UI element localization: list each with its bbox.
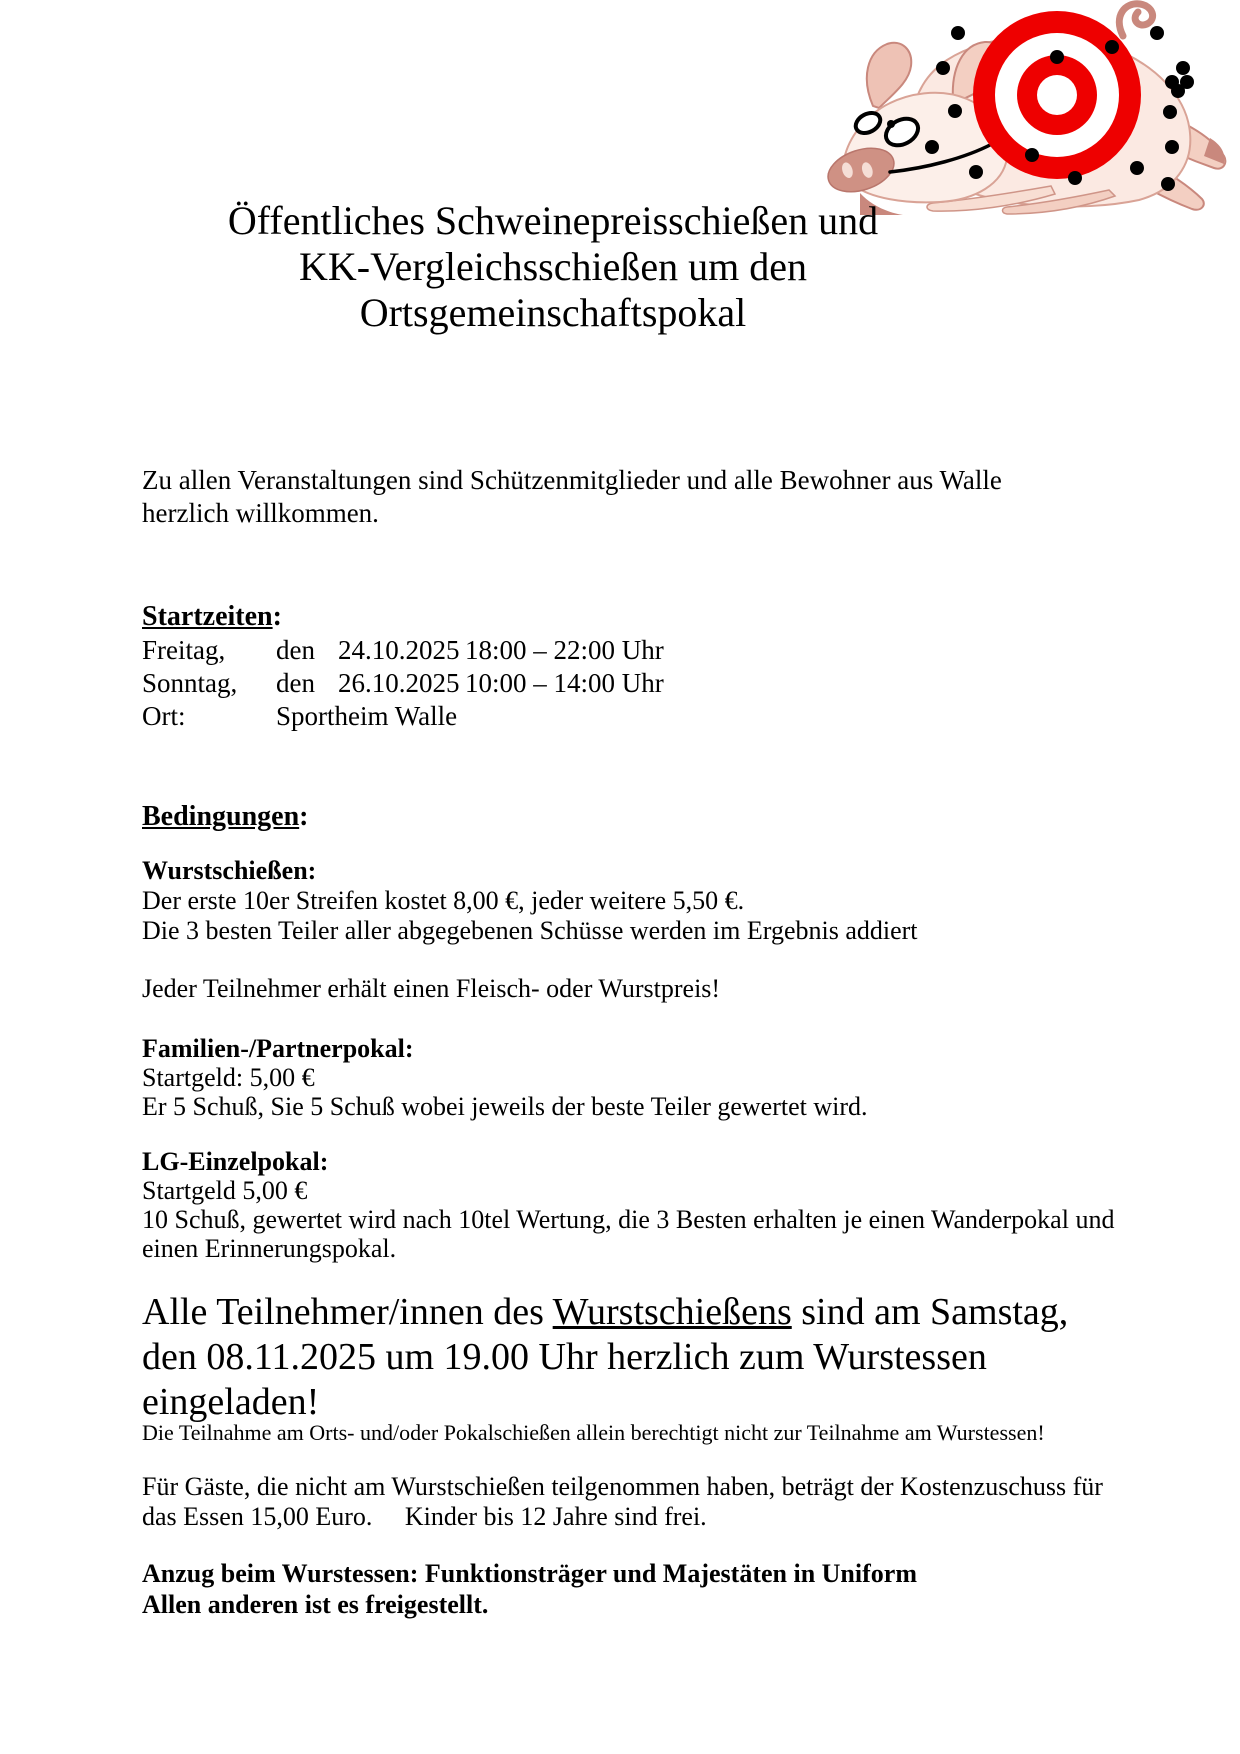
document-content: [142, 0, 1115, 1620]
anzug-section: [142, 1558, 1112, 1620]
title-line-2: KK-Vergleichsschießen um den: [298, 244, 807, 289]
bedingungen-heading-label: Bedingungen: [142, 801, 300, 832]
anzug-line-2: Allen anderen ist es freigestellt.: [142, 1590, 489, 1619]
familienpokal-line-2: Er 5 Schuß, Sie 5 Schuß wobei jeweils der beste Teiler gewertet wird.: [142, 1092, 868, 1121]
lg-einzelpokal-line-1: Startgeld 5,00 €: [142, 1176, 308, 1205]
wurstschiessen-section: [142, 856, 1112, 946]
pig-tail: [1119, 4, 1152, 36]
title-line-1: Öffentliches Schweinepreisschießen und: [227, 198, 879, 243]
intro-paragraph: [142, 464, 1112, 530]
gaeste-line-2: das Essen 15,00 Euro. Kinder bis 12 Jahre sind frei.: [142, 1502, 707, 1531]
schedule-date: 24.10.2025: [338, 635, 460, 665]
ort-value: Sportheim Walle: [276, 701, 458, 731]
invitation-note: Die Teilnahme am Orts- und/oder Pokalschießen allein berechtigt nicht zur Teilnahme am Wurstessen!: [142, 1420, 1045, 1445]
wurstschiessen-line-2: Die 3 besten Teiler aller abgegebenen Schüsse werden im Ergebnis addiert: [142, 916, 918, 945]
schedule-date: 26.10.2025: [338, 668, 460, 698]
teilnehmer-note: Jeder Teilnehmer erhält einen Fleisch- oder Wurstpreis!: [142, 974, 721, 1003]
schedule-time: 18:00 – 22:00 Uhr: [465, 635, 664, 665]
invitation-underlined-word: Wurstschießens: [552, 1291, 792, 1333]
schedule-day: Sonntag,: [142, 668, 238, 698]
schedule-table: [142, 634, 1112, 733]
schedule-day: Freitag,: [142, 635, 226, 665]
startzeiten-heading-colon: :: [272, 601, 282, 632]
schedule-row-friday: [142, 634, 1112, 667]
startzeiten-heading: [142, 600, 1112, 634]
familienpokal-section: [142, 1034, 1112, 1121]
startzeiten-heading-label: Startzeiten: [142, 601, 273, 632]
bedingungen-heading-colon: :: [299, 801, 309, 832]
invitation-line-2: den 08.11.2025 um 19.00 Uhr herzlich zum Wurstessen: [142, 1336, 987, 1378]
lg-einzelpokal-line-3: einen Erinnerungspokal.: [142, 1234, 397, 1263]
gaeste-paragraph: [142, 1472, 1112, 1532]
schedule-den: den: [276, 635, 315, 665]
schedule-row-ort: [142, 700, 1112, 733]
wurstschiessen-line-1: Der erste 10er Streifen kostet 8,00 €, jeder weitere 5,50 €.: [142, 886, 745, 915]
schedule-time: 10:00 – 14:00 Uhr: [465, 668, 664, 698]
bedingungen-heading: [142, 799, 1112, 835]
invitation-line-1-pre: Alle Teilnehmer/innen des: [142, 1291, 553, 1333]
gaeste-line-1: Für Gäste, die nicht am Wurstschießen teilgenommen haben, beträgt der Kostenzuschuss für: [142, 1472, 1103, 1501]
wurstessen-invitation: [142, 1290, 1112, 1425]
document-title: [142, 198, 964, 336]
title-line-3: Ortsgemeinschaftspokal: [359, 290, 747, 335]
intro-line-2: herzlich willkommen.: [142, 498, 379, 528]
schedule-den: den: [276, 668, 315, 698]
invitation-line-3: eingeladen!: [142, 1381, 320, 1423]
ort-label: Ort:: [142, 701, 186, 731]
lg-einzelpokal-section: [142, 1147, 1115, 1263]
familienpokal-heading: Familien-/Partnerpokal:: [142, 1034, 414, 1063]
intro-line-1: Zu allen Veranstaltungen sind Schützenmitglieder und alle Bewohner aus Walle: [142, 465, 1002, 495]
lg-einzelpokal-heading: LG-Einzelpokal:: [142, 1147, 329, 1176]
lg-einzelpokal-line-2: 10 Schuß, gewertet wird nach 10tel Wertung, die 3 Besten erhalten je einen Wanderpokal und: [142, 1205, 1115, 1234]
wurstschiessen-heading: Wurstschießen:: [142, 856, 317, 885]
invitation-line-1: [142, 1290, 1112, 1335]
invitation-line-1-post: sind am Samstag,: [791, 1291, 1069, 1333]
anzug-line-1: Anzug beim Wurstessen: Funktionsträger und Majestäten in Uniform: [142, 1559, 917, 1588]
familienpokal-line-1: Startgeld: 5,00 €: [142, 1063, 315, 1092]
schedule-row-sunday: [142, 667, 1112, 700]
